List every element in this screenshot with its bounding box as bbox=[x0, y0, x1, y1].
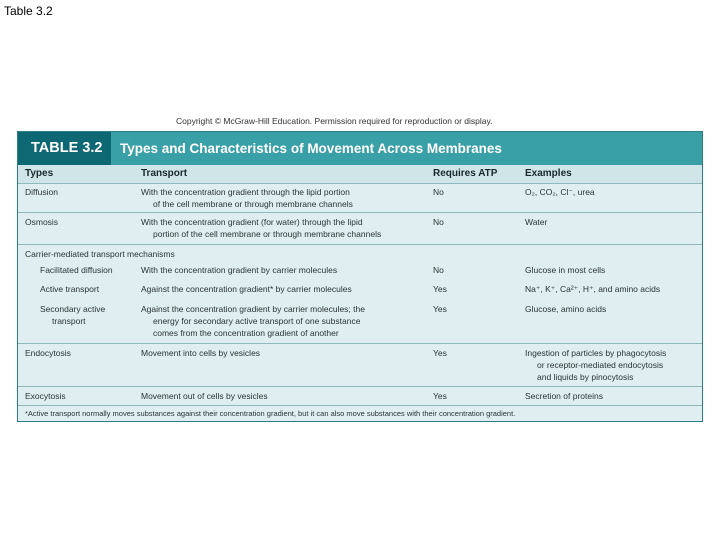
table-footnote: *Active transport normally moves substances against their concentration gradient, but it can also move substances with their concentration gradient. bbox=[18, 405, 702, 421]
row-atp: No bbox=[433, 187, 444, 197]
table-row bbox=[18, 301, 702, 341]
table-row bbox=[18, 281, 702, 300]
row-type: Facilitated diffusion bbox=[40, 265, 113, 275]
row-atp: No bbox=[433, 217, 444, 227]
transport-line: With the concentration gradient through the lipid portion bbox=[141, 187, 350, 197]
transport-line: portion of the cell membrane or through membrane channels bbox=[153, 229, 382, 239]
table-number: TABLE 3.2 bbox=[18, 132, 111, 165]
example-line: and liquids by pinocytosis bbox=[537, 372, 634, 382]
table-title: Types and Characteristics of Movement Across Membranes bbox=[120, 141, 502, 156]
row-atp: Yes bbox=[433, 391, 447, 401]
slide-title: Table 3.2 bbox=[4, 4, 53, 18]
row-examples: Secretion of proteins bbox=[525, 391, 603, 401]
column-header-examples: Examples bbox=[525, 168, 572, 179]
column-header-requires-atp: Requires ATP bbox=[433, 168, 498, 179]
row-transport bbox=[141, 216, 381, 240]
row-examples: Water bbox=[525, 217, 548, 227]
row-transport: With the concentration gradient by carrier molecules bbox=[141, 265, 338, 275]
row-examples: Glucose, amino acids bbox=[525, 304, 607, 314]
row-type: Exocytosis bbox=[25, 391, 66, 401]
example-line: Ingestion of particles by phagocytosis bbox=[525, 348, 667, 358]
row-type: Diffusion bbox=[25, 187, 58, 197]
row-type: Carrier-mediated transport mechanisms bbox=[25, 249, 175, 259]
row-examples bbox=[525, 347, 666, 383]
type-line: Secondary active bbox=[40, 304, 106, 314]
transport-line: of the cell membrane or through membrane channels bbox=[153, 199, 353, 209]
transport-line: With the concentration gradient (for water) through the lipid bbox=[141, 217, 363, 227]
transport-line: comes from the concentration gradient of another bbox=[153, 328, 339, 338]
table-header-bar bbox=[18, 132, 702, 165]
row-examples: Na⁺, K⁺, Ca²⁺, H⁺, and amino acids bbox=[525, 284, 661, 294]
example-line: or receptor-mediated endocytosis bbox=[537, 360, 664, 370]
row-type: Active transport bbox=[40, 284, 100, 294]
row-examples: O₂, CO₂, Cl⁻, urea bbox=[525, 187, 595, 197]
table-row bbox=[18, 262, 702, 280]
row-atp: Yes bbox=[433, 304, 447, 314]
row-type: Endocytosis bbox=[25, 348, 71, 358]
transport-line: Against the concentration gradient by carrier molecules; the bbox=[141, 304, 365, 314]
table-row-group-header bbox=[18, 244, 702, 262]
membrane-transport-table bbox=[17, 131, 703, 422]
row-transport: Movement out of cells by vesicles bbox=[141, 391, 268, 401]
row-type: Osmosis bbox=[25, 217, 59, 227]
table-row bbox=[18, 184, 702, 212]
row-examples: Glucose in most cells bbox=[525, 265, 606, 275]
row-atp: No bbox=[433, 265, 444, 275]
row-atp: Yes bbox=[433, 348, 447, 358]
table-row bbox=[18, 343, 702, 383]
row-transport bbox=[141, 186, 353, 210]
row-transport: Movement into cells by vesicles bbox=[141, 348, 261, 358]
column-header-row bbox=[18, 165, 702, 184]
table-row bbox=[18, 386, 702, 405]
row-transport bbox=[141, 303, 365, 339]
row-type bbox=[40, 303, 105, 327]
column-header-transport: Transport bbox=[141, 168, 188, 179]
table-row bbox=[18, 212, 702, 242]
type-line: transport bbox=[52, 316, 86, 326]
transport-line: energy for secondary active transport of one substance bbox=[153, 316, 361, 326]
row-transport: Against the concentration gradient* by carrier molecules bbox=[141, 284, 352, 294]
copyright-notice: Copyright © McGraw-Hill Education. Permission required for reproduction or display. bbox=[176, 116, 493, 126]
column-header-types: Types bbox=[25, 168, 54, 179]
row-atp: Yes bbox=[433, 284, 447, 294]
